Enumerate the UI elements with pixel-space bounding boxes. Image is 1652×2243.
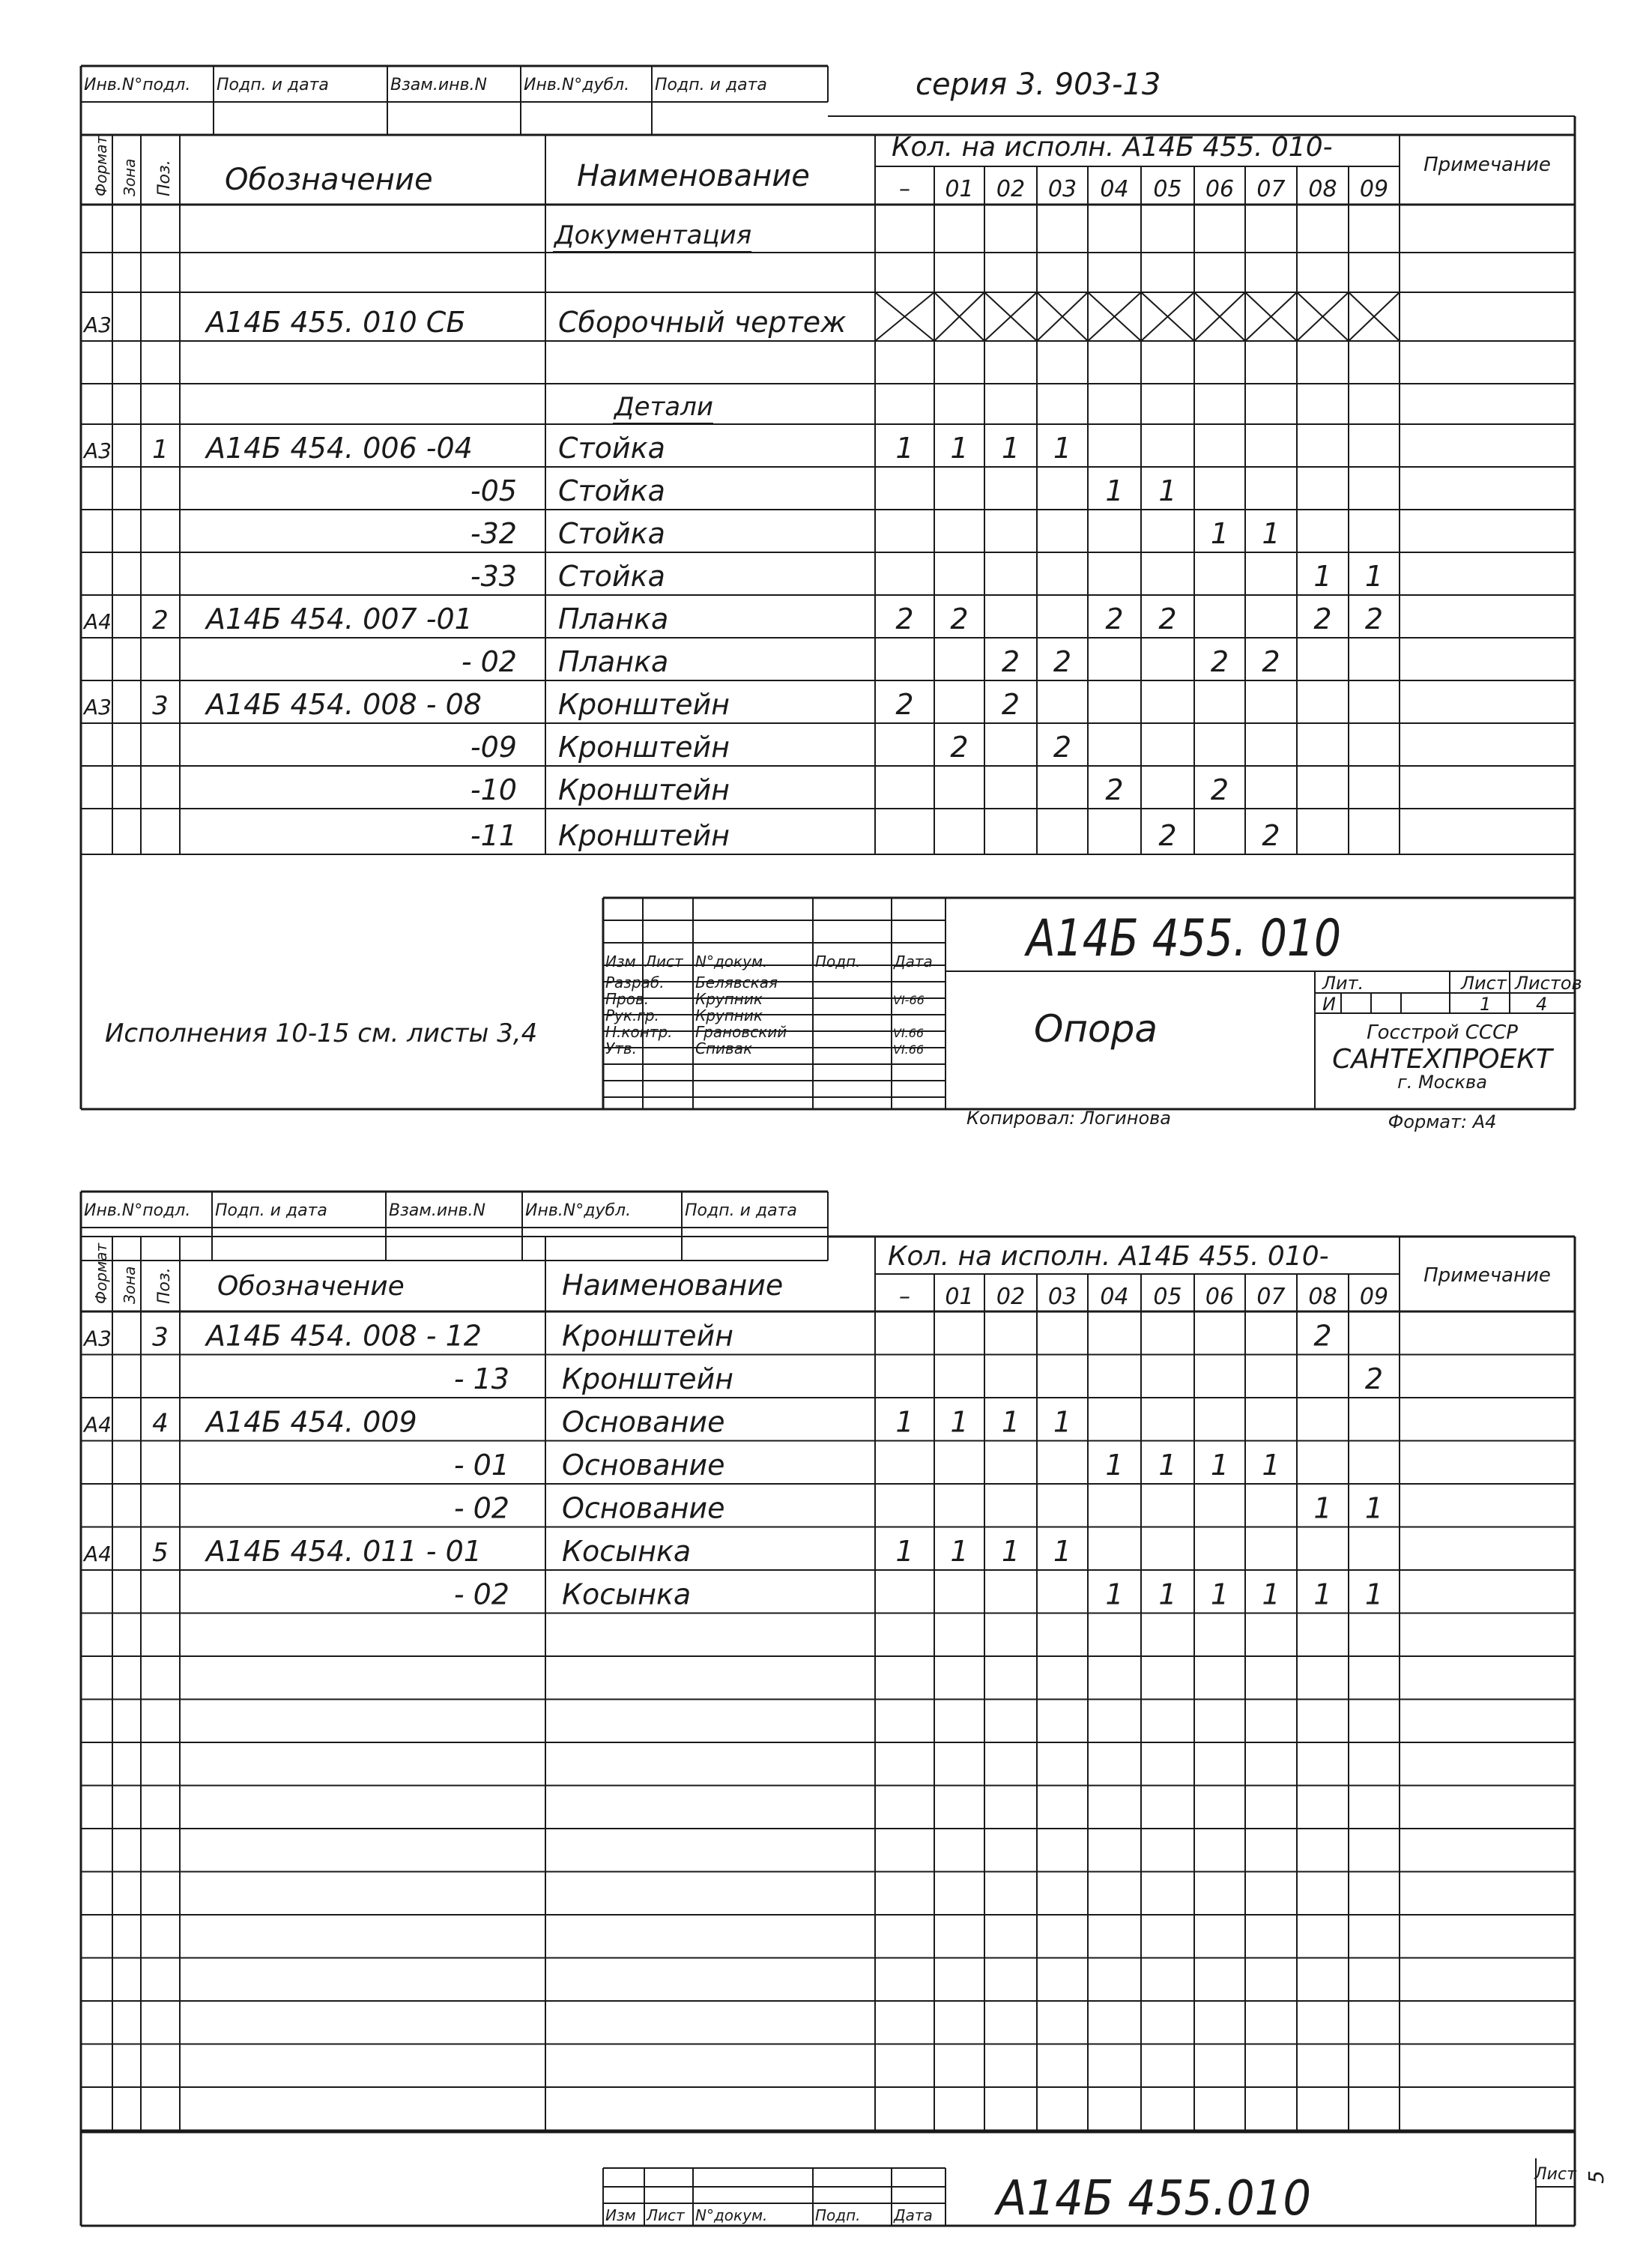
sheet-value: 5 — [1584, 2170, 1609, 2184]
doc-number: А14Б 455.010 — [993, 2171, 1311, 2227]
row-designation: - 01 — [453, 1449, 509, 1482]
role-date: VI.66 — [893, 1042, 925, 1057]
role-name: Белявская — [695, 973, 778, 991]
row-format: А3 — [84, 1326, 112, 1351]
row-format: А3 — [84, 695, 112, 719]
row-name: Кронштейн — [562, 1362, 734, 1395]
role-name: Крупник — [695, 1006, 763, 1024]
row-designation: А14Б 454. 008 - 08 — [206, 688, 482, 721]
qty-cell: 2 — [1001, 645, 1020, 678]
variant-6: 06 — [1205, 1284, 1235, 1310]
variant-0: – — [899, 1284, 910, 1310]
row-pos: 1 — [152, 435, 169, 465]
variant-7: 07 — [1256, 176, 1286, 202]
sheets-value: 4 — [1536, 994, 1548, 1015]
format-note: Формат: А4 — [1388, 1111, 1497, 1132]
variant-2: 02 — [996, 176, 1026, 202]
row-designation: -33 — [470, 560, 517, 593]
role-label: Рук.гр. — [605, 1006, 659, 1024]
qty-cell: 1 — [1105, 1578, 1124, 1611]
org-line-1: Госстрой СССР — [1367, 1021, 1518, 1044]
variant-4: 04 — [1100, 176, 1129, 202]
stamp-header-3: Взам.инв.N — [390, 76, 487, 94]
row-name: Кронштейн — [558, 731, 730, 764]
qty-cell: 1 — [1262, 517, 1280, 550]
variant-3: 03 — [1047, 1284, 1077, 1310]
row-designation: - 02 — [453, 1578, 509, 1611]
qty-cell: 1 — [1105, 1449, 1124, 1482]
rev-header-2: Лист — [647, 2206, 685, 2224]
stamp-header-5: Подп. и дата — [655, 76, 767, 94]
qty-cell: 1 — [1001, 1535, 1020, 1568]
qty-cell: 1 — [1364, 1491, 1384, 1525]
row-designation: А14Б 454. 009 — [206, 1405, 417, 1439]
role-label: Н.контр. — [605, 1023, 673, 1041]
row-designation: А14Б 454. 008 - 12 — [206, 1319, 482, 1353]
row-name: Сборочный чертеж — [558, 306, 847, 339]
col-designation-label: Обозначение — [225, 163, 433, 197]
variant-0: – — [899, 176, 910, 202]
row-designation: -09 — [470, 731, 517, 764]
row-pos: 3 — [152, 1322, 169, 1353]
variant-7: 07 — [1256, 1284, 1286, 1310]
qty-cell: 1 — [1053, 1535, 1072, 1568]
col-pos-label: Поз. — [155, 1267, 174, 1304]
col-zone-label: Зона — [121, 1266, 139, 1304]
row-name: Стойка — [558, 474, 665, 507]
variant-2: 02 — [996, 1284, 1026, 1310]
variant-6: 06 — [1205, 176, 1235, 202]
rev-header-3: N°докум. — [695, 953, 768, 970]
rev-header-5: Дата — [894, 953, 933, 970]
qty-cell: 2 — [1364, 603, 1384, 636]
variant-4: 04 — [1100, 1284, 1129, 1310]
row-format: А3 — [84, 313, 112, 337]
stamp-header-2: Подп. и дата — [217, 76, 329, 94]
stamp-header-1: Инв.N°подл. — [84, 76, 191, 94]
stamp-header-2: Подп. и дата — [215, 1201, 327, 1220]
row-designation: - 13 — [453, 1362, 509, 1395]
qty-cell: 1 — [1262, 1449, 1280, 1482]
lit-label: Лит. — [1322, 973, 1364, 994]
section-heading: Детали — [614, 392, 713, 422]
qty-cell: 1 — [1262, 1578, 1280, 1611]
qty-cell: 1 — [1158, 1578, 1177, 1611]
qty-cell: 1 — [1210, 1449, 1229, 1482]
qty-cell: 1 — [1053, 1405, 1072, 1439]
product-name: Опора — [1034, 1007, 1158, 1051]
row-format: А3 — [84, 438, 112, 463]
qty-cell: 2 — [1210, 773, 1229, 806]
row-name: Косынка — [562, 1535, 692, 1568]
copied-by: Копировал: Логинова — [966, 1108, 1171, 1129]
row-designation: -05 — [470, 474, 517, 507]
sheet-label: Лист — [1461, 973, 1507, 994]
qty-cell: 2 — [1105, 773, 1124, 806]
qty-cell: 2 — [950, 731, 969, 764]
col-designation-label: Обозначение — [217, 1271, 405, 1302]
row-designation: - 02 — [461, 645, 517, 678]
qty-cell: 1 — [1313, 1578, 1332, 1611]
role-label: Разраб. — [605, 973, 665, 991]
role-label: Утв. — [605, 1039, 637, 1057]
rev-header-1: Изм — [605, 953, 636, 970]
qty-cell: 2 — [1001, 688, 1020, 721]
qty-cell: 1 — [1210, 1578, 1229, 1611]
qty-cell: 1 — [1053, 432, 1072, 465]
qty-cell: 2 — [1313, 603, 1332, 636]
role-date: VI.66 — [893, 1026, 925, 1040]
row-designation: А14Б 454. 011 - 01 — [206, 1535, 482, 1568]
row-name: Основание — [562, 1491, 725, 1525]
rev-header-3: N°докум. — [695, 2206, 768, 2224]
qty-cell: 1 — [1210, 517, 1229, 550]
row-name: Кронштейн — [558, 773, 730, 806]
row-name: Планка — [558, 645, 669, 678]
row-name: Основание — [562, 1449, 725, 1482]
role-date: VI-66 — [893, 993, 925, 1007]
role-name: Грановский — [695, 1023, 787, 1041]
row-designation: А14Б 455. 010 СБ — [206, 306, 466, 339]
col-format-label: Формат — [92, 1243, 110, 1304]
row-name: Кронштейн — [562, 1319, 734, 1353]
qty-cell: 1 — [1364, 1578, 1384, 1611]
variant-9: 09 — [1359, 1284, 1389, 1310]
row-name: Стойка — [558, 560, 665, 593]
qty-cell: 2 — [895, 603, 914, 636]
stamp-header-4: Инв.N°дубл. — [524, 76, 630, 94]
qty-cell: 1 — [950, 1535, 969, 1568]
qty-cell: 1 — [950, 432, 969, 465]
qty-cell: 2 — [1053, 645, 1072, 678]
col-zone-label: Зона — [121, 158, 139, 196]
qty-cell: 2 — [1105, 603, 1124, 636]
rev-header-1: Изм — [605, 2206, 636, 2224]
qty-cell: 2 — [895, 688, 914, 721]
qty-cell: 2 — [1158, 819, 1177, 852]
variant-5: 05 — [1153, 1284, 1182, 1310]
role-name: Спивак — [695, 1039, 753, 1057]
row-designation: - 02 — [453, 1491, 509, 1525]
row-name: Кронштейн — [558, 819, 730, 852]
qty-cell: 1 — [895, 1405, 914, 1439]
qty-header-label: Кол. на исполн. А14Б 455. 010- — [892, 132, 1333, 163]
variant-1: 01 — [945, 1284, 974, 1310]
qty-cell: 1 — [1313, 560, 1332, 593]
qty-cell: 2 — [1210, 645, 1229, 678]
doc-number: А14Б 455. 010 — [1023, 909, 1341, 968]
col-note-label: Примечание — [1423, 1264, 1551, 1287]
stamp-header-3: Взам.инв.N — [389, 1201, 485, 1220]
row-name: Планка — [558, 603, 669, 636]
qty-cell: 1 — [1158, 1449, 1177, 1482]
qty-header-label: Кол. на исполн. А14Б 455. 010- — [888, 1241, 1329, 1272]
row-designation: А14Б 454. 007 -01 — [206, 603, 473, 636]
col-format-label: Формат — [92, 135, 110, 196]
org-line-3: г. Москва — [1397, 1072, 1487, 1093]
row-name: Кронштейн — [558, 688, 730, 721]
row-pos: 2 — [152, 606, 169, 636]
qty-cell: 2 — [1053, 731, 1072, 764]
row-format: А4 — [84, 609, 112, 634]
section-heading: Документация — [554, 220, 752, 250]
variant-1: 01 — [945, 176, 974, 202]
lit-value: И — [1322, 994, 1336, 1015]
row-designation: -32 — [470, 517, 517, 550]
qty-cell: 2 — [1262, 645, 1280, 678]
stamp-header-5: Подп. и дата — [685, 1201, 797, 1220]
stamp-header-1: Инв.N°подл. — [84, 1201, 191, 1220]
col-pos-label: Поз. — [155, 160, 174, 196]
role-label: Пров. — [605, 990, 650, 1008]
sheet-label: Лист — [1534, 2165, 1576, 2184]
qty-cell: 1 — [950, 1405, 969, 1439]
row-pos: 4 — [152, 1408, 169, 1439]
qty-cell: 1 — [1313, 1491, 1332, 1525]
row-pos: 5 — [152, 1538, 169, 1568]
qty-cell: 1 — [1001, 1405, 1020, 1439]
row-pos: 3 — [152, 691, 169, 721]
qty-cell: 1 — [1105, 474, 1124, 507]
stamp-header-4: Инв.N°дубл. — [525, 1201, 632, 1220]
row-name: Косынка — [562, 1578, 692, 1611]
qty-cell: 1 — [1364, 560, 1384, 593]
rev-header-5: Дата — [894, 2206, 933, 2224]
qty-cell: 2 — [1364, 1362, 1384, 1395]
qty-cell: 1 — [895, 1535, 914, 1568]
variant-5: 05 — [1153, 176, 1182, 202]
qty-cell: 1 — [895, 432, 914, 465]
qty-cell: 2 — [950, 603, 969, 636]
row-format: А4 — [84, 1412, 112, 1437]
org-line-2: САНТЕХПРОЕКТ — [1332, 1044, 1552, 1075]
sheet-value: 1 — [1480, 994, 1492, 1015]
qty-cell: 2 — [1158, 603, 1177, 636]
footnote: Исполнения 10-15 см. листы 3,4 — [105, 1018, 538, 1048]
col-name-label: Наименование — [577, 159, 810, 193]
series-label: серия 3. 903-13 — [916, 67, 1161, 102]
row-designation: -10 — [470, 773, 517, 806]
sheets-label: Листов — [1515, 973, 1582, 994]
variant-9: 09 — [1359, 176, 1389, 202]
rev-header-4: Подп. — [815, 953, 861, 970]
row-format: А4 — [84, 1542, 112, 1566]
qty-cell: 2 — [1262, 819, 1280, 852]
qty-cell: 2 — [1313, 1319, 1332, 1353]
variant-8: 08 — [1308, 1284, 1337, 1310]
rev-header-2: Лист — [645, 953, 683, 970]
row-name: Стойка — [558, 432, 665, 465]
qty-cell: 1 — [1001, 432, 1020, 465]
qty-cell: 1 — [1158, 474, 1177, 507]
row-designation: А14Б 454. 006 -04 — [206, 432, 473, 465]
variant-3: 03 — [1047, 176, 1077, 202]
row-designation: -11 — [470, 819, 517, 852]
col-note-label: Примечание — [1423, 154, 1551, 176]
rev-header-4: Подп. — [815, 2206, 861, 2224]
row-name: Стойка — [558, 517, 665, 550]
row-name: Основание — [562, 1405, 725, 1439]
col-name-label: Наименование — [562, 1269, 784, 1302]
variant-8: 08 — [1308, 176, 1337, 202]
role-name: Крупник — [695, 990, 763, 1008]
